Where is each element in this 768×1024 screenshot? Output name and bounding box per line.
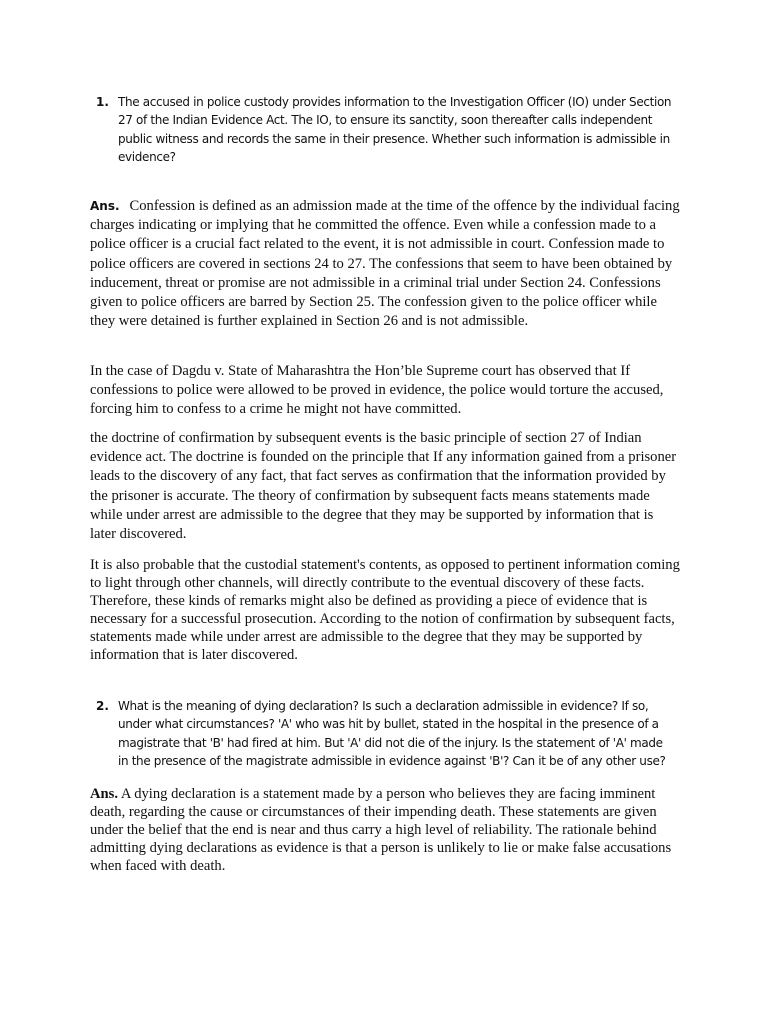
answer-1-paragraph-1 <box>90 197 680 331</box>
answer-1-label: Ans. <box>90 199 120 213</box>
answer-1-paragraph-3: the doctrine of confirmation by subsequent events is the basic principle of section 27 of Indian evidence act. The doctrine is founded on the principle that If any information gained from a prisoner leads to the discovery of any fact, that fact serves as confirmation that the information provided by the prisoner is accurate. The theory of confirmation by subsequent facts means statements made while under arrest are admissible to the degree that they may be supported by information that is later discovered. <box>90 430 677 543</box>
question-2-text: What is the meaning of dying declaration? Is such a declaration admissible in evidence? If so, under what circumstances? 'A' who was hit by bullet, stated in the hospital in the presence of a magistrate that 'B' had fired at him. But 'A' did not die of the injury. Is the statement of 'A' made in the presence of the magistrate admissible in evidence against 'B'? Can it be of any other use? <box>118 699 666 769</box>
answer-2-paragraph-1 <box>90 785 680 875</box>
question-2-number: 2. <box>96 699 109 713</box>
answer-1-paragraph-1-text: Confession is defined as an admission made at the time of the offence by the individual facing charges indicating or implying that he committed the offence. Even while a confession made to a police officer is a crucial fact related to the event, it is not admissible in court. Confession made to police officers are covered in sections 24 to 27. The confessions that seem to have been obtained by inducement, threat or promise are not admissible in a criminal trial under Section 24. Confessions given to police officers are barred by Section 25. The confession given to the police officer while they were detained is further explained in Section 26 and is not admissible. <box>90 198 680 330</box>
question-1-text: The accused in police custody provides information to the Investigation Officer (IO) under Section 27 of the Indian Evidence Act. The IO, to ensure its sanctity, soon thereafter calls independent public witness and records the same in their presence. Whether such information is admissible in evidence? <box>118 95 672 165</box>
answer-1-paragraph-4: It is also probable that the custodial statement's contents, as opposed to pertinent information coming to light through other channels, will directly contribute to the eventual discovery of these facts. Therefore, these kinds of remarks might also be defined as providing a piece of evidence that is necessary for a successful prosecution. According to the notion of confirmation by subsequent facts, statements made while under arrest are admissible to the degree that they may be supported by information that is later discovered. <box>90 557 680 664</box>
answer-2-label: Ans. <box>90 786 118 802</box>
answer-2-paragraph-1-text: A dying declaration is a statement made by a person who believes they are facing imminent death, regarding the cause or circumstances of their impending death. These statements are given under the belief that the end is near and thus carry a high level of reliability. The rationale behind admitting dying declarations as evidence is that a person is unlikely to lie or make false accusations when faced with death. <box>90 786 672 875</box>
question-1-number: 1. <box>96 95 109 109</box>
question-1 <box>96 93 676 167</box>
answer-1-paragraph-2: In the case of Dagdu v. State of Maharashtra the Hon’ble Supreme court has observed that If confessions to police were allowed to be proved in evidence, the police would torture the accused, forcing him to confess to a crime he might not have committed. <box>90 363 664 418</box>
question-2 <box>96 697 676 771</box>
